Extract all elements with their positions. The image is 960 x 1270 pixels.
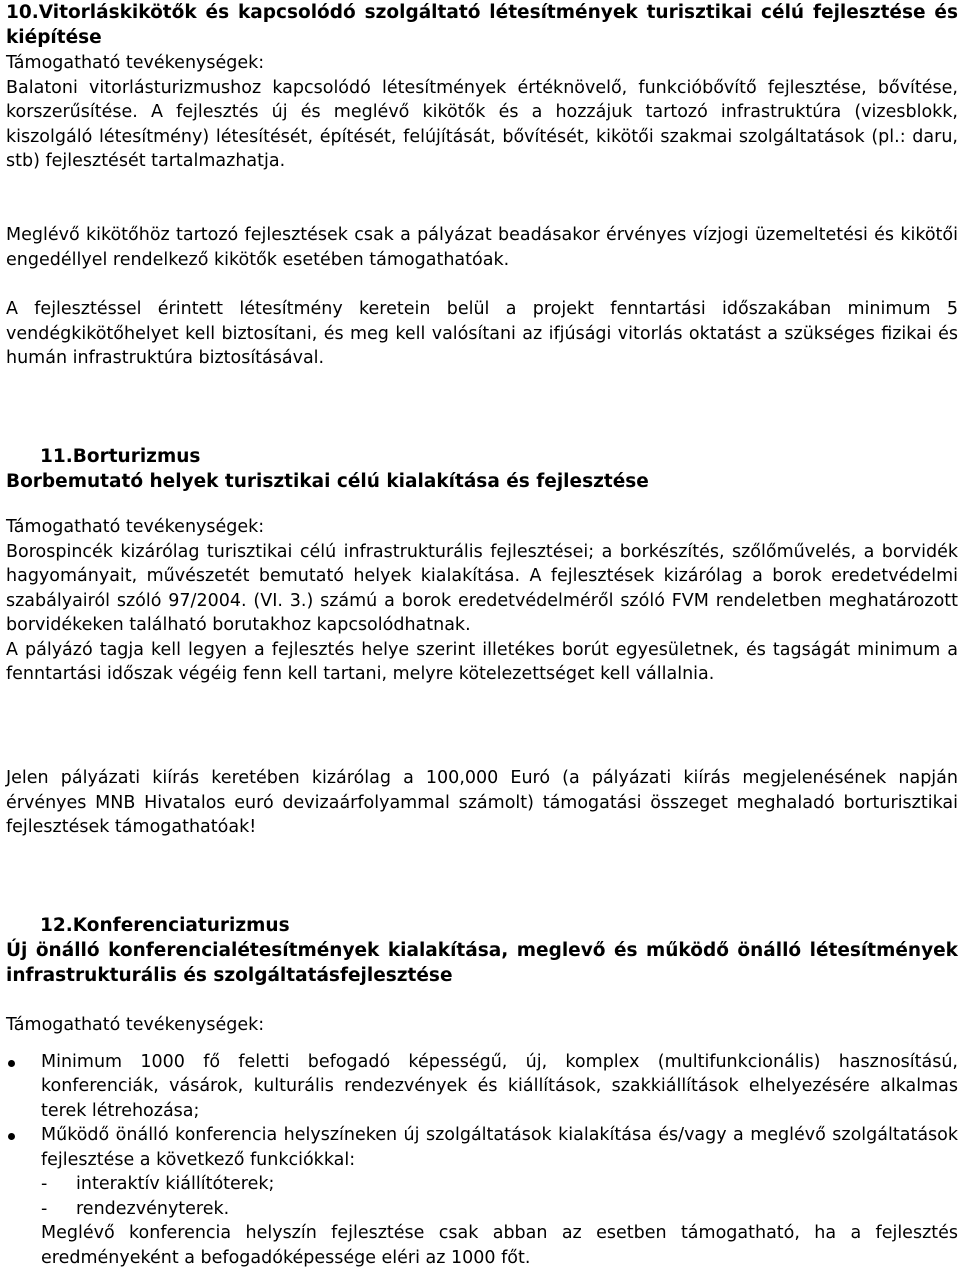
dash-marker: - [41,1197,76,1222]
section12-support-label: Támogatható tevékenységek: [6,1013,958,1038]
section12-heading-line [6,913,958,938]
section12-bullet-list [6,1050,958,1270]
section10-para1: Balatoni vitorlásturizmushoz kapcsolódó létesítmények értéknövelő, funkcióbővítő fejlesztése, bővítése, korszerűsítése. A fejlesztés új és meglévő kikötők és a hozzájuk tartozó infrastruktúra (vizesblokk, kiszolgáló létesítmény) létesítését, építését, felújítását, bővítését, kikötői szakmai szolgáltatások (pl.: daru, stb) fejlesztését tartalmazhatja. [6,76,958,174]
section11-support-label: Támogatható tevékenységek: [6,515,958,540]
section10-para2-block [6,223,958,272]
section11-para2: A pályázó tagja kell legyen a fejlesztés helye szerint illetékes borút egyesületnek, és tagságát minimum a fenntartási időszak végéig fenn kell tartani, melyre kötelezettséget kell vállalnia. [6,638,958,687]
section12-dash-item [41,1197,958,1222]
section11-heading-line [6,444,958,469]
section12-number-title: 12.Konferenciaturizmus [6,915,290,936]
dash-item-text: interaktív kiállítóterek; [76,1174,274,1194]
section10-title: 10.Vitorláskikötők és kapcsolódó szolgáltató létesítmények turisztikai célú fejlesztése és kiépítése [6,0,958,50]
bullet-dot-icon [8,1133,15,1140]
section10-support-label: Támogatható tevékenységek: [6,51,958,76]
section12-subtitle: Új önálló konferencialétesítmények kialakítása, meglevő és működő önálló létesítmények infrastrukturális és szolgáltatásfejlesztése [6,938,958,988]
section11-body [6,515,958,687]
section10-body [6,51,958,174]
bullet-dot-icon [8,1060,15,1067]
section11-para3: Jelen pályázati kiírás keretében kizárólag a 100,000 Euró (a pályázati kiírás megjelenésének napján érvényes MNB Hivatalos euró devizaárfolyammal számolt) támogatási összeget meghaladó borturisztikai fejlesztések támogathatóak! [6,766,958,840]
dash-item-text: rendezvényterek. [76,1199,229,1219]
section12-bullet2-intro: Működő önálló konferencia helyszíneken új szolgáltatások kialakítása és/vagy a meglévő szolgáltatások fejlesztése a következő funkciókkal: [41,1125,958,1170]
section11-header [6,444,958,494]
section12-bullet-1 [6,1050,958,1124]
section10-para3-block [6,297,958,371]
section12-bullet-2 [6,1123,958,1270]
section11-number-title: 11.Borturizmus [6,446,200,467]
section12-bullet2-outro: Meglévő konferencia helyszín fejlesztése csak abban az esetben támogatható, ha a fejlesztés eredményeként a befogadóképessége eléri az 1000 főt. [41,1221,958,1270]
section11-subtitle: Borbemutató helyek turisztikai célú kialakítása és fejlesztése [6,469,958,494]
section11-para3-block [6,766,958,840]
dash-marker: - [41,1172,76,1197]
section11-para1: Borospincék kizárólag turisztikai célú infrastrukturális fejlesztései; a borkészítés, szőlőművelés, a borvidék hagyományait, művészetét bemutató helyek kialakítása. A fejlesztések kizárólag a borok eredetvédelmi szabályairól szóló 97/2004. (VI. 3.) számú a borok eredetvédelméről szóló FVM rendeletben meghatározott borvidékeken található borutakhoz kapcsolódhatnak. [6,540,958,638]
section12-header [6,913,958,988]
section10-para2: Meglévő kikötőhöz tartozó fejlesztések csak a pályázat beadásakor érvényes vízjogi üzemeltetési és kikötői engedéllyel rendelkező kikötők esetében támogathatóak. [6,223,958,272]
section12-bullet1-text: Minimum 1000 fő feletti befogadó képességű, új, komplex (multifunkcionális) hasznosítású, konferenciák, vásárok, kulturális rendezvények és kiállítások, szakkiállítások elhelyezésére alkalmas terek létrehozása; [41,1052,958,1121]
section12-dash-item [41,1172,958,1197]
section10-para3: A fejlesztéssel érintett létesítmény keretein belül a projekt fenntartási időszakában minimum 5 vendégkikötőhelyet kell biztosítani, és meg kell valósítani az ifjúsági vitorlás oktatást a szükséges fizikai és humán infrastruktúra biztosításával. [6,297,958,371]
section12-body [6,1013,958,1270]
